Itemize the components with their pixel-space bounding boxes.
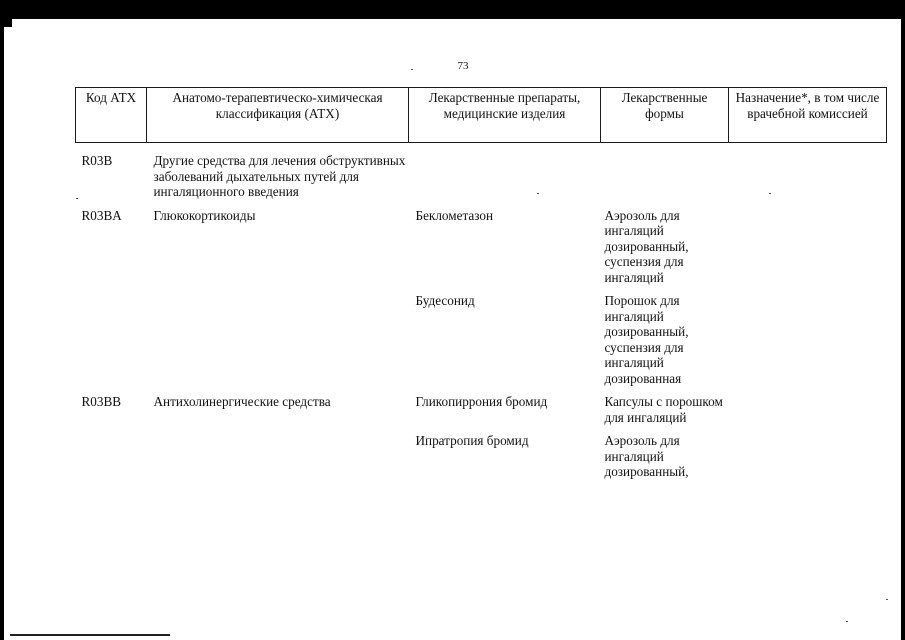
atc-classification [147,285,409,386]
table-row [76,285,887,386]
table-row [76,386,887,425]
atc-code: R03BB [81,394,122,409]
dosage-form: Порошок для ингаляций дозированный, суспензия для ингаляций дозированная [604,293,689,386]
purpose [729,386,887,425]
scan-border-top [0,0,905,19]
atc-code [76,285,147,386]
header-row [76,88,887,143]
atc-classification: Глюкокортикоиды [153,207,256,223]
atc-classification: Другие средства для лечения обструктивных заболеваний дыхательных путей для ингаляционного введения [153,153,406,199]
scan-footnote-rule [10,634,170,636]
atc-code: R03BA [81,207,122,223]
purpose [729,425,887,480]
header-purpose: Назначение*, в том числе врачебной комиссией [729,88,887,143]
drug-name: Гликопиррония бромид [415,394,548,409]
atc-drug-table [75,87,887,480]
drug-name: Ипратропия бромид [415,433,529,448]
header-atc-code: Код АТХ [76,88,147,143]
drug-name: Будесонид [415,293,475,308]
scan-border-right [901,0,905,640]
table-row [76,425,887,480]
atc-code [76,425,147,480]
dosage-form: Аэрозоль для ингаляций дозированный, [604,433,689,479]
header-drugs: Лекарственные препараты, медицинские изделия [409,88,601,143]
header-atc-classification: Анатомо-терапевтическо-химическая классификация (АТХ) [147,88,409,143]
scan-speck [846,621,848,622]
scan-border-left [0,0,4,640]
dosage-form: Капсулы с порошком для ингаляций [604,394,723,425]
dosage-form: Аэрозоль для ингаляций дозированный, суспензия для ингаляций [604,207,689,285]
dosage-form [601,143,729,200]
purpose [729,200,887,286]
drug-name [409,143,601,200]
purpose [729,143,887,200]
scan-speck [411,69,413,70]
atc-code: R03B [81,153,113,168]
table-row [76,143,887,200]
table-header [76,88,887,143]
purpose [729,285,887,386]
table-body [76,143,887,480]
atc-classification: Антихолинергические средства [153,394,331,409]
page-number: 73 [457,60,469,72]
scan-speck [886,599,888,600]
header-dosage-forms: Лекарственные формы [601,88,729,143]
table-row [76,200,887,286]
drug-name: Беклометазон [415,207,494,223]
atc-classification [147,425,409,480]
